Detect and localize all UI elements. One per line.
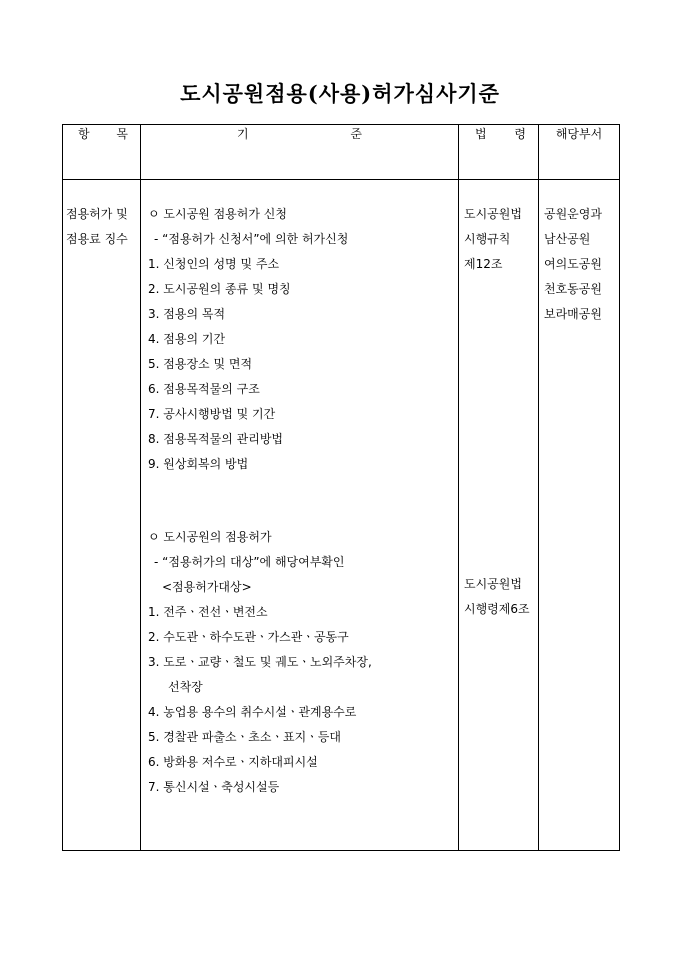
dept-line: 여의도공원 [544,257,602,271]
criteria-list-item: 4. 점용의 기간 [148,332,226,346]
header-item-char-1: 항 [78,127,90,141]
criteria-cell [141,180,459,851]
law-line: 시행령제6조 [464,602,530,616]
criteria-list-item: 9. 원상회복의 방법 [148,457,249,471]
header-law [459,125,539,180]
header-law-char-2: 령 [514,127,526,141]
header-row [63,125,620,180]
criteria-list-item: 2. 수도관ㆍ하수도관ㆍ가스관ㆍ공동구 [148,630,349,644]
header-criteria-char-1: 기 [237,127,249,141]
criteria-heading: ㅇ 도시공원 점용허가 신청 [148,207,287,221]
law-line: 시행규칙 [464,232,511,246]
item-cell [63,180,141,851]
dept-line: 보라매공원 [544,307,602,321]
criteria-list-item: 7. 통신시설ㆍ축성시설등 [148,780,280,794]
criteria-list-item: 5. 점용장소 및 면적 [148,357,253,371]
dept-line: 공원운영과 [544,207,602,221]
criteria-list-item: 3. 점용의 목적 [148,307,226,321]
criteria-list-item-continued: 선착장 [168,680,203,694]
criteria-list-item: 6. 방화용 저수로ㆍ지하대피시설 [148,755,318,769]
body-row [63,180,620,851]
law-cell [459,180,539,851]
header-criteria [141,125,459,180]
criteria-subline: - “점용허가 신청서”에 의한 허가신청 [154,232,349,246]
header-law-char-1: 법 [475,127,487,141]
document-title: 도시공원점용(사용)허가심사기준 [180,81,500,106]
criteria-list-item: 4. 농업용 용수의 취수시설ㆍ관계용수로 [148,705,357,719]
dept-line: 천호동공원 [544,282,602,296]
item-line: 점용허가 및 [66,207,128,221]
law-line: 도시공원법 [464,207,522,221]
header-criteria-char-2: 준 [350,127,362,141]
criteria-table [62,124,620,851]
dept-line: 남산공원 [544,232,591,246]
header-dept: 해당부서 [539,125,620,180]
law-line: 제12조 [464,257,503,271]
criteria-list-item: 7. 공사시행방법 및 기간 [148,407,276,421]
criteria-list-item: 1. 신청인의 성명 및 주소 [148,257,280,271]
item-line: 점용료 징수 [66,232,128,246]
criteria-list-item: 3. 도로ㆍ교량ㆍ철도 및 궤도ㆍ노외주차장, [148,655,372,669]
law-line: 도시공원법 [464,577,522,591]
criteria-subline: - “점용허가의 대상”에 해당여부확인 [154,555,345,569]
criteria-heading: ㅇ 도시공원의 점용허가 [148,530,272,544]
header-item-char-2: 목 [116,127,128,141]
criteria-list-item: 1. 전주ㆍ전선ㆍ변전소 [148,605,268,619]
criteria-list-item: 8. 점용목적물의 관리방법 [148,432,283,446]
criteria-list-item: 5. 경찰관 파출소ㆍ초소ㆍ표지ㆍ등대 [148,730,341,744]
criteria-list-item: 6. 점용목적물의 구조 [148,382,260,396]
criteria-list-item: 2. 도시공원의 종류 및 명칭 [148,282,291,296]
criteria-subheading: <점용허가대상> [162,580,252,594]
dept-cell [539,180,620,851]
header-item [63,125,141,180]
